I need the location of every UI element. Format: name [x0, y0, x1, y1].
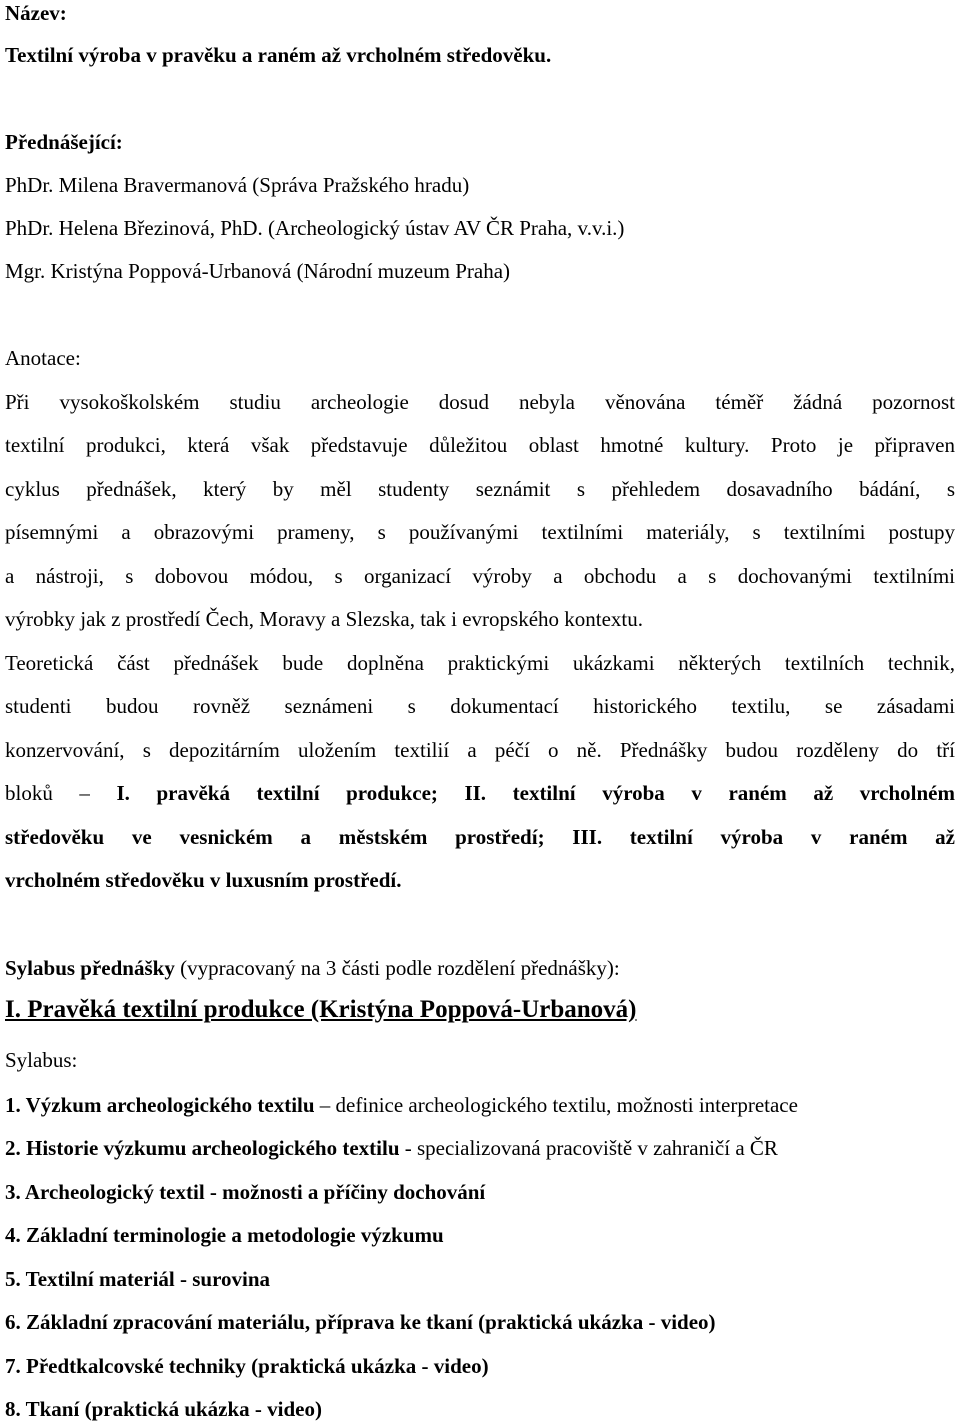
anotace-line-6: výrobky jak z prostředí Čech, Moravy a Slezska, tak i evropského kontextu. — [5, 607, 644, 631]
syllabus-item-6-title: 6. Základní zpracování materiálu, příprava ke tkaní (praktická ukázka - video) — [5, 1310, 716, 1334]
anotace-line-3: cyklus přednášek, který by měl studenty seznámit s přehledem dosavadního bádání, s — [5, 477, 955, 501]
sylabus-label: Sylabus: — [5, 1048, 78, 1072]
anotace-line-4: písemnými a obrazovými prameny, s používanými textilními materiály, s textilními postupy — [5, 520, 955, 544]
syllabus-item-1-title: 1. Výzkum archeologického textilu — [5, 1093, 315, 1117]
syllabus-item-4 — [5, 1222, 444, 1248]
bloky-line-1 — [5, 780, 955, 806]
syllabus-item-2 — [5, 1135, 778, 1161]
anotace-line-9: konzervování, s depozitárním uložením textilií a péčí o ně. Přednášky budou rozděleny do tří — [5, 738, 955, 762]
bloky-line-2: středověku ve vesnickém a městském prostředí; III. textilní výroba v raném až — [5, 825, 955, 849]
anotace-label: Anotace: — [5, 346, 81, 370]
lecturer-2: PhDr. Helena Březinová, PhD. (Archeologický ústav AV ČR Praha, v.v.i.) — [5, 216, 625, 240]
syllabus-item-2-title: 2. Historie výzkumu archeologického textilu — [5, 1136, 400, 1160]
syllabus-item-7-title: 7. Předtkalcovské techniky (praktická ukázka - video) — [5, 1354, 489, 1378]
nazev-label: Název: — [5, 1, 67, 25]
sylabus-heading-bold: Sylabus přednášky — [5, 956, 175, 980]
bloky-prefix: bloků – — [5, 781, 90, 805]
syllabus-item-4-title: 4. Základní terminologie a metodologie výzkumu — [5, 1223, 444, 1247]
anotace-line-7: Teoretická část přednášek bude doplněna praktickými ukázkami některých textilních technik, — [5, 651, 955, 675]
lecturer-3: Mgr. Kristýna Poppová-Urbanová (Národní muzeum Praha) — [5, 259, 511, 283]
lecturer-1: PhDr. Milena Bravermanová (Správa Pražského hradu) — [5, 173, 470, 197]
anotace-line-2: textilní produkci, která však představuje důležitou oblast hmotné kultury. Proto je připraven — [5, 433, 955, 457]
anotace-line-5: a nástroji, s dobovou módou, s organizací výroby a obchodu a s dochovanými textilními — [5, 564, 955, 588]
syllabus-item-1 — [5, 1092, 798, 1118]
sylabus-heading-rest: (vypracovaný na 3 části podle rozdělení přednášky): — [174, 956, 620, 980]
syllabus-item-3-title: 3. Archeologický textil - možnosti a příčiny dochování — [5, 1180, 486, 1204]
sylabus-heading — [5, 955, 620, 981]
anotace-line-8: studenti budou rovněž seznámeni s dokumentací historického textilu, se zásadami — [5, 694, 955, 718]
syllabus-item-5-title: 5. Textilní materiál - surovina — [5, 1267, 271, 1291]
bloky-line-1-bold: I. pravěká textilní produkce; II. textilní výroba v raném až vrcholném — [116, 781, 955, 805]
syllabus-item-1-desc: – definice archeologického textilu, možnosti interpretace — [314, 1093, 798, 1117]
syllabus-item-6 — [5, 1309, 716, 1335]
bloky-line-3: vrcholném středověku v luxusním prostředí. — [5, 868, 402, 892]
part-1-title: I. Pravěká textilní produkce (Kristýna Poppová-Urbanová) — [5, 996, 637, 1023]
syllabus-item-7 — [5, 1353, 489, 1379]
anotace-line-1: Při vysokoškolském studiu archeologie dosud nebyla věnována téměř žádná pozornost — [5, 390, 955, 414]
syllabus-item-2-desc: - specializovaná pracoviště v zahraničí a ČR — [399, 1136, 778, 1160]
syllabus-item-8-title: 8. Tkaní (praktická ukázka - video) — [5, 1397, 322, 1421]
prednasejici-label: Přednášející: — [5, 130, 123, 154]
syllabus-item-3 — [5, 1179, 485, 1205]
syllabus-item-5 — [5, 1266, 270, 1292]
course-title: Textilní výroba v pravěku a raném až vrcholném středověku. — [5, 43, 552, 67]
syllabus-item-8 — [5, 1396, 322, 1422]
